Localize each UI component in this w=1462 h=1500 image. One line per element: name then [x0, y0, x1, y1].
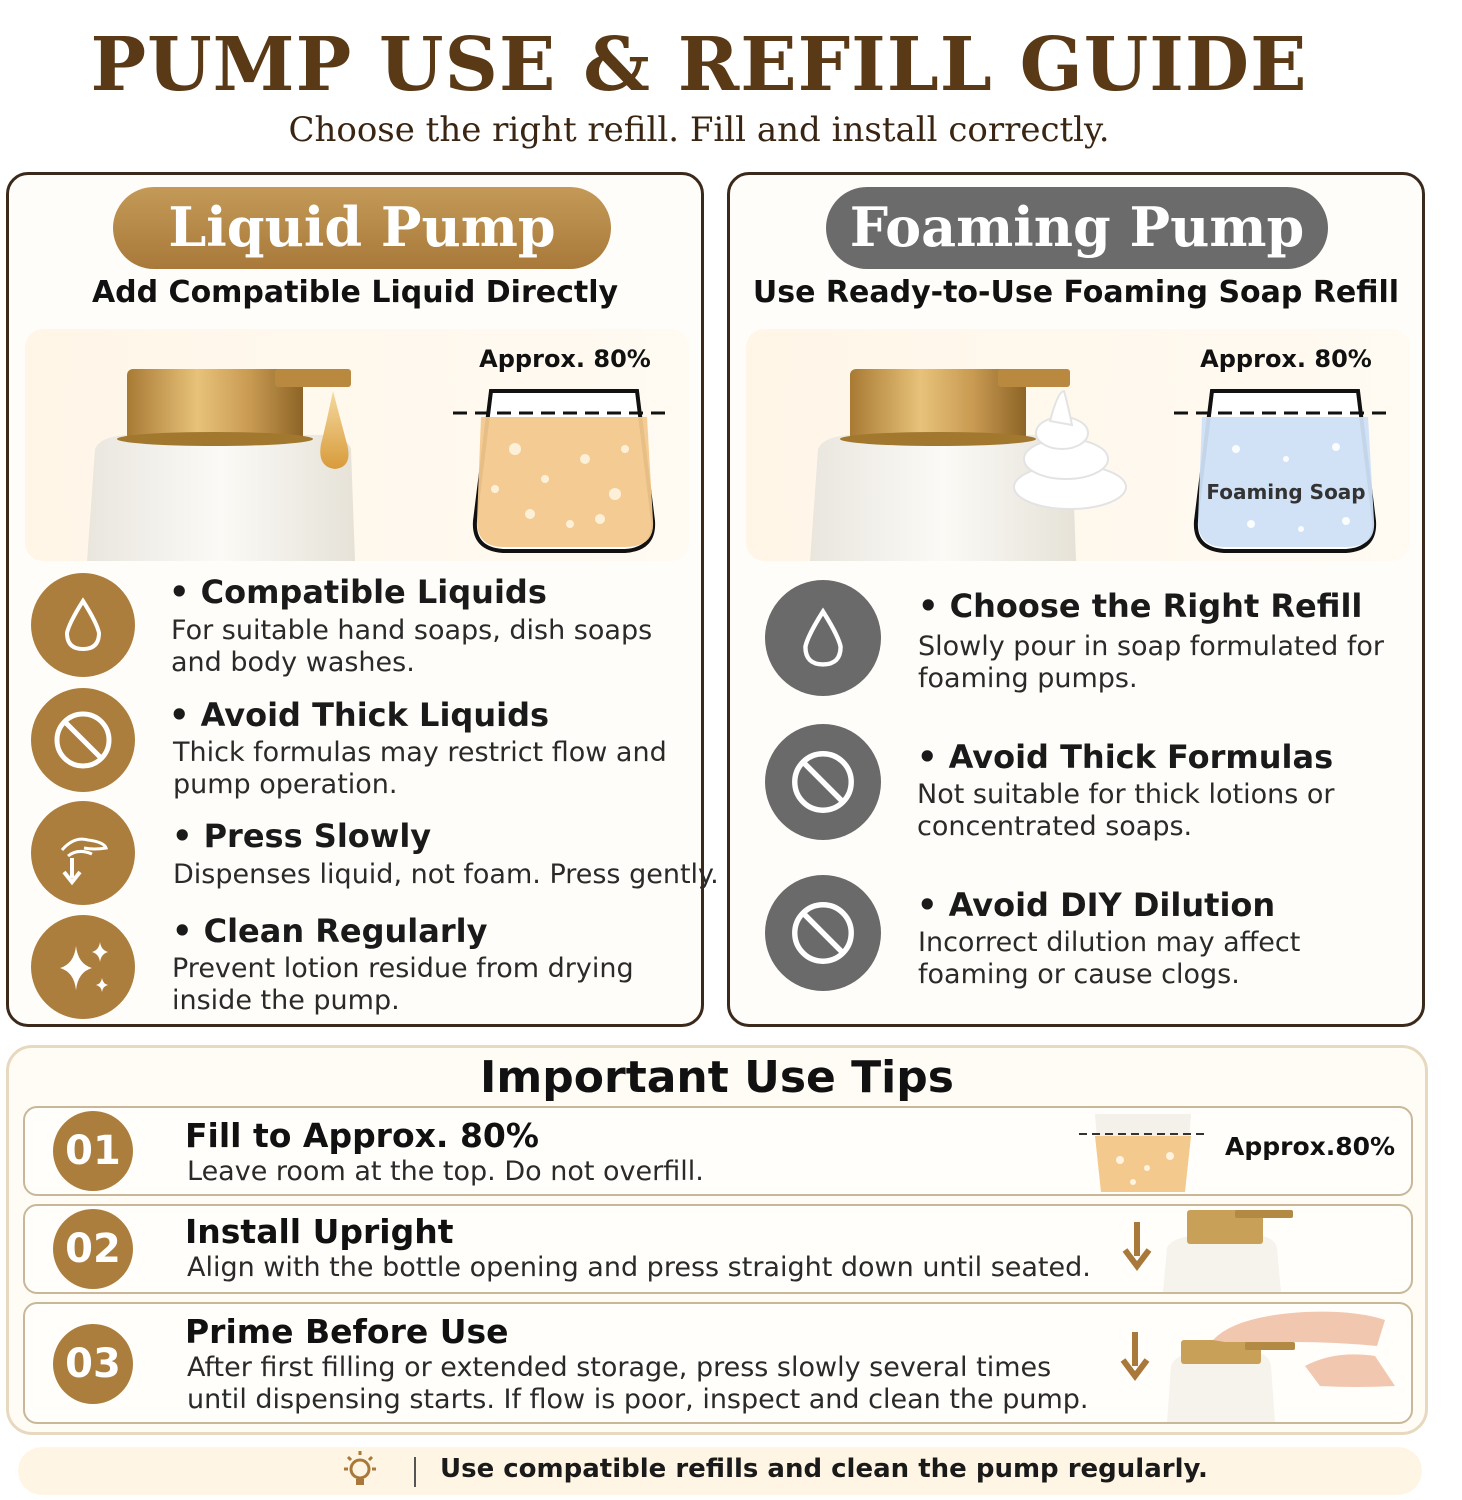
item-title: • Choose the Right Refill — [918, 587, 1363, 625]
liquid-pump-pill: Liquid Pump — [113, 187, 611, 269]
fill-level-jar-image — [1075, 1110, 1215, 1192]
step-number-badge: 01 — [53, 1111, 133, 1191]
sparkle-icon — [31, 915, 135, 1019]
item-desc: Incorrect dilution may affect foaming or cause clogs. — [918, 927, 1301, 990]
item-desc: Thick formulas may restrict flow and pump operation. — [173, 737, 667, 800]
fill-level-label: Approx.80% — [1225, 1132, 1396, 1161]
foam-fill-label: Approx. 80% — [1200, 345, 1372, 373]
item-title: • Avoid DIY Dilution — [917, 886, 1276, 924]
prohibited-icon — [31, 688, 135, 792]
foaming-pump-panel — [727, 172, 1425, 1027]
tip-desc: Leave room at the top. Do not overfill. — [187, 1156, 704, 1187]
tip-title: Fill to Approx. 80% — [185, 1116, 539, 1155]
item-desc: For suitable hand soaps, dish soaps and body washes. — [171, 615, 653, 678]
liquid-pump-subtitle: Add Compatible Liquid Directly — [91, 275, 619, 310]
foaming-pump-subtitle: Use Ready-to-Use Foaming Soap Refill — [752, 275, 1400, 310]
item-desc: Not suitable for thick lotions or concentrated soaps. — [917, 779, 1335, 842]
liquid-pump-panel — [6, 172, 719, 1027]
drop-icon — [31, 573, 135, 677]
foaming-soap-label: Foaming Soap — [1206, 480, 1366, 504]
item-title: • Avoid Thick Formulas — [917, 738, 1334, 776]
tips-title: Important Use Tips — [480, 1052, 954, 1103]
foaming-pump-illustration — [746, 329, 1410, 561]
important-tips-panel — [6, 1045, 1428, 1435]
prime-pump-image — [1105, 1306, 1405, 1422]
item-title: • Compatible Liquids — [169, 573, 547, 611]
footer-banner — [18, 1447, 1422, 1495]
foaming-pump-pill: Foaming Pump — [826, 187, 1328, 269]
item-desc: Prevent lotion residue from drying inside the pump. — [172, 953, 634, 1016]
tip-title: Prime Before Use — [185, 1312, 509, 1351]
item-title: • Press Slowly — [172, 817, 432, 855]
tip-row — [23, 1106, 1413, 1196]
item-title: • Avoid Thick Liquids — [169, 696, 550, 734]
install-pump-image — [1115, 1208, 1405, 1292]
step-number-badge: 03 — [53, 1324, 133, 1404]
tip-row — [23, 1204, 1413, 1294]
page-subtitle: Choose the right refill. Fill and install correctly. — [288, 110, 1110, 150]
footer-text: Use compatible refills and clean the pump regularly. — [440, 1454, 1208, 1484]
page-title: PUMP USE & REFILL GUIDE — [90, 22, 1308, 108]
prohibited-icon — [765, 724, 881, 840]
tip-desc: Align with the bottle opening and press straight down until seated. — [187, 1252, 1091, 1283]
item-title: • Clean Regularly — [172, 912, 488, 950]
footer-divider — [414, 1457, 416, 1487]
step-number-badge: 02 — [53, 1209, 133, 1289]
item-desc: Slowly pour in soap formulated for foaming pumps. — [918, 631, 1384, 694]
tip-desc: After first filling or extended storage, press slowly several times until dispensing starts. If flow is poor, inspect and clean the pump. — [187, 1352, 1089, 1415]
item-desc: Dispenses liquid, not foam. Press gently. — [173, 859, 719, 890]
foaming-pump-bottle-image — [746, 329, 1410, 561]
prohibited-icon — [765, 875, 881, 991]
press-down-icon — [31, 801, 135, 905]
liquid-fill-label: Approx. 80% — [479, 345, 651, 373]
drop-icon — [765, 580, 881, 696]
liquid-pump-bottle-image — [25, 329, 689, 561]
tip-row — [23, 1302, 1413, 1424]
liquid-pump-illustration — [25, 329, 689, 561]
tip-title: Install Upright — [185, 1212, 454, 1251]
lightbulb-icon — [338, 1449, 382, 1493]
